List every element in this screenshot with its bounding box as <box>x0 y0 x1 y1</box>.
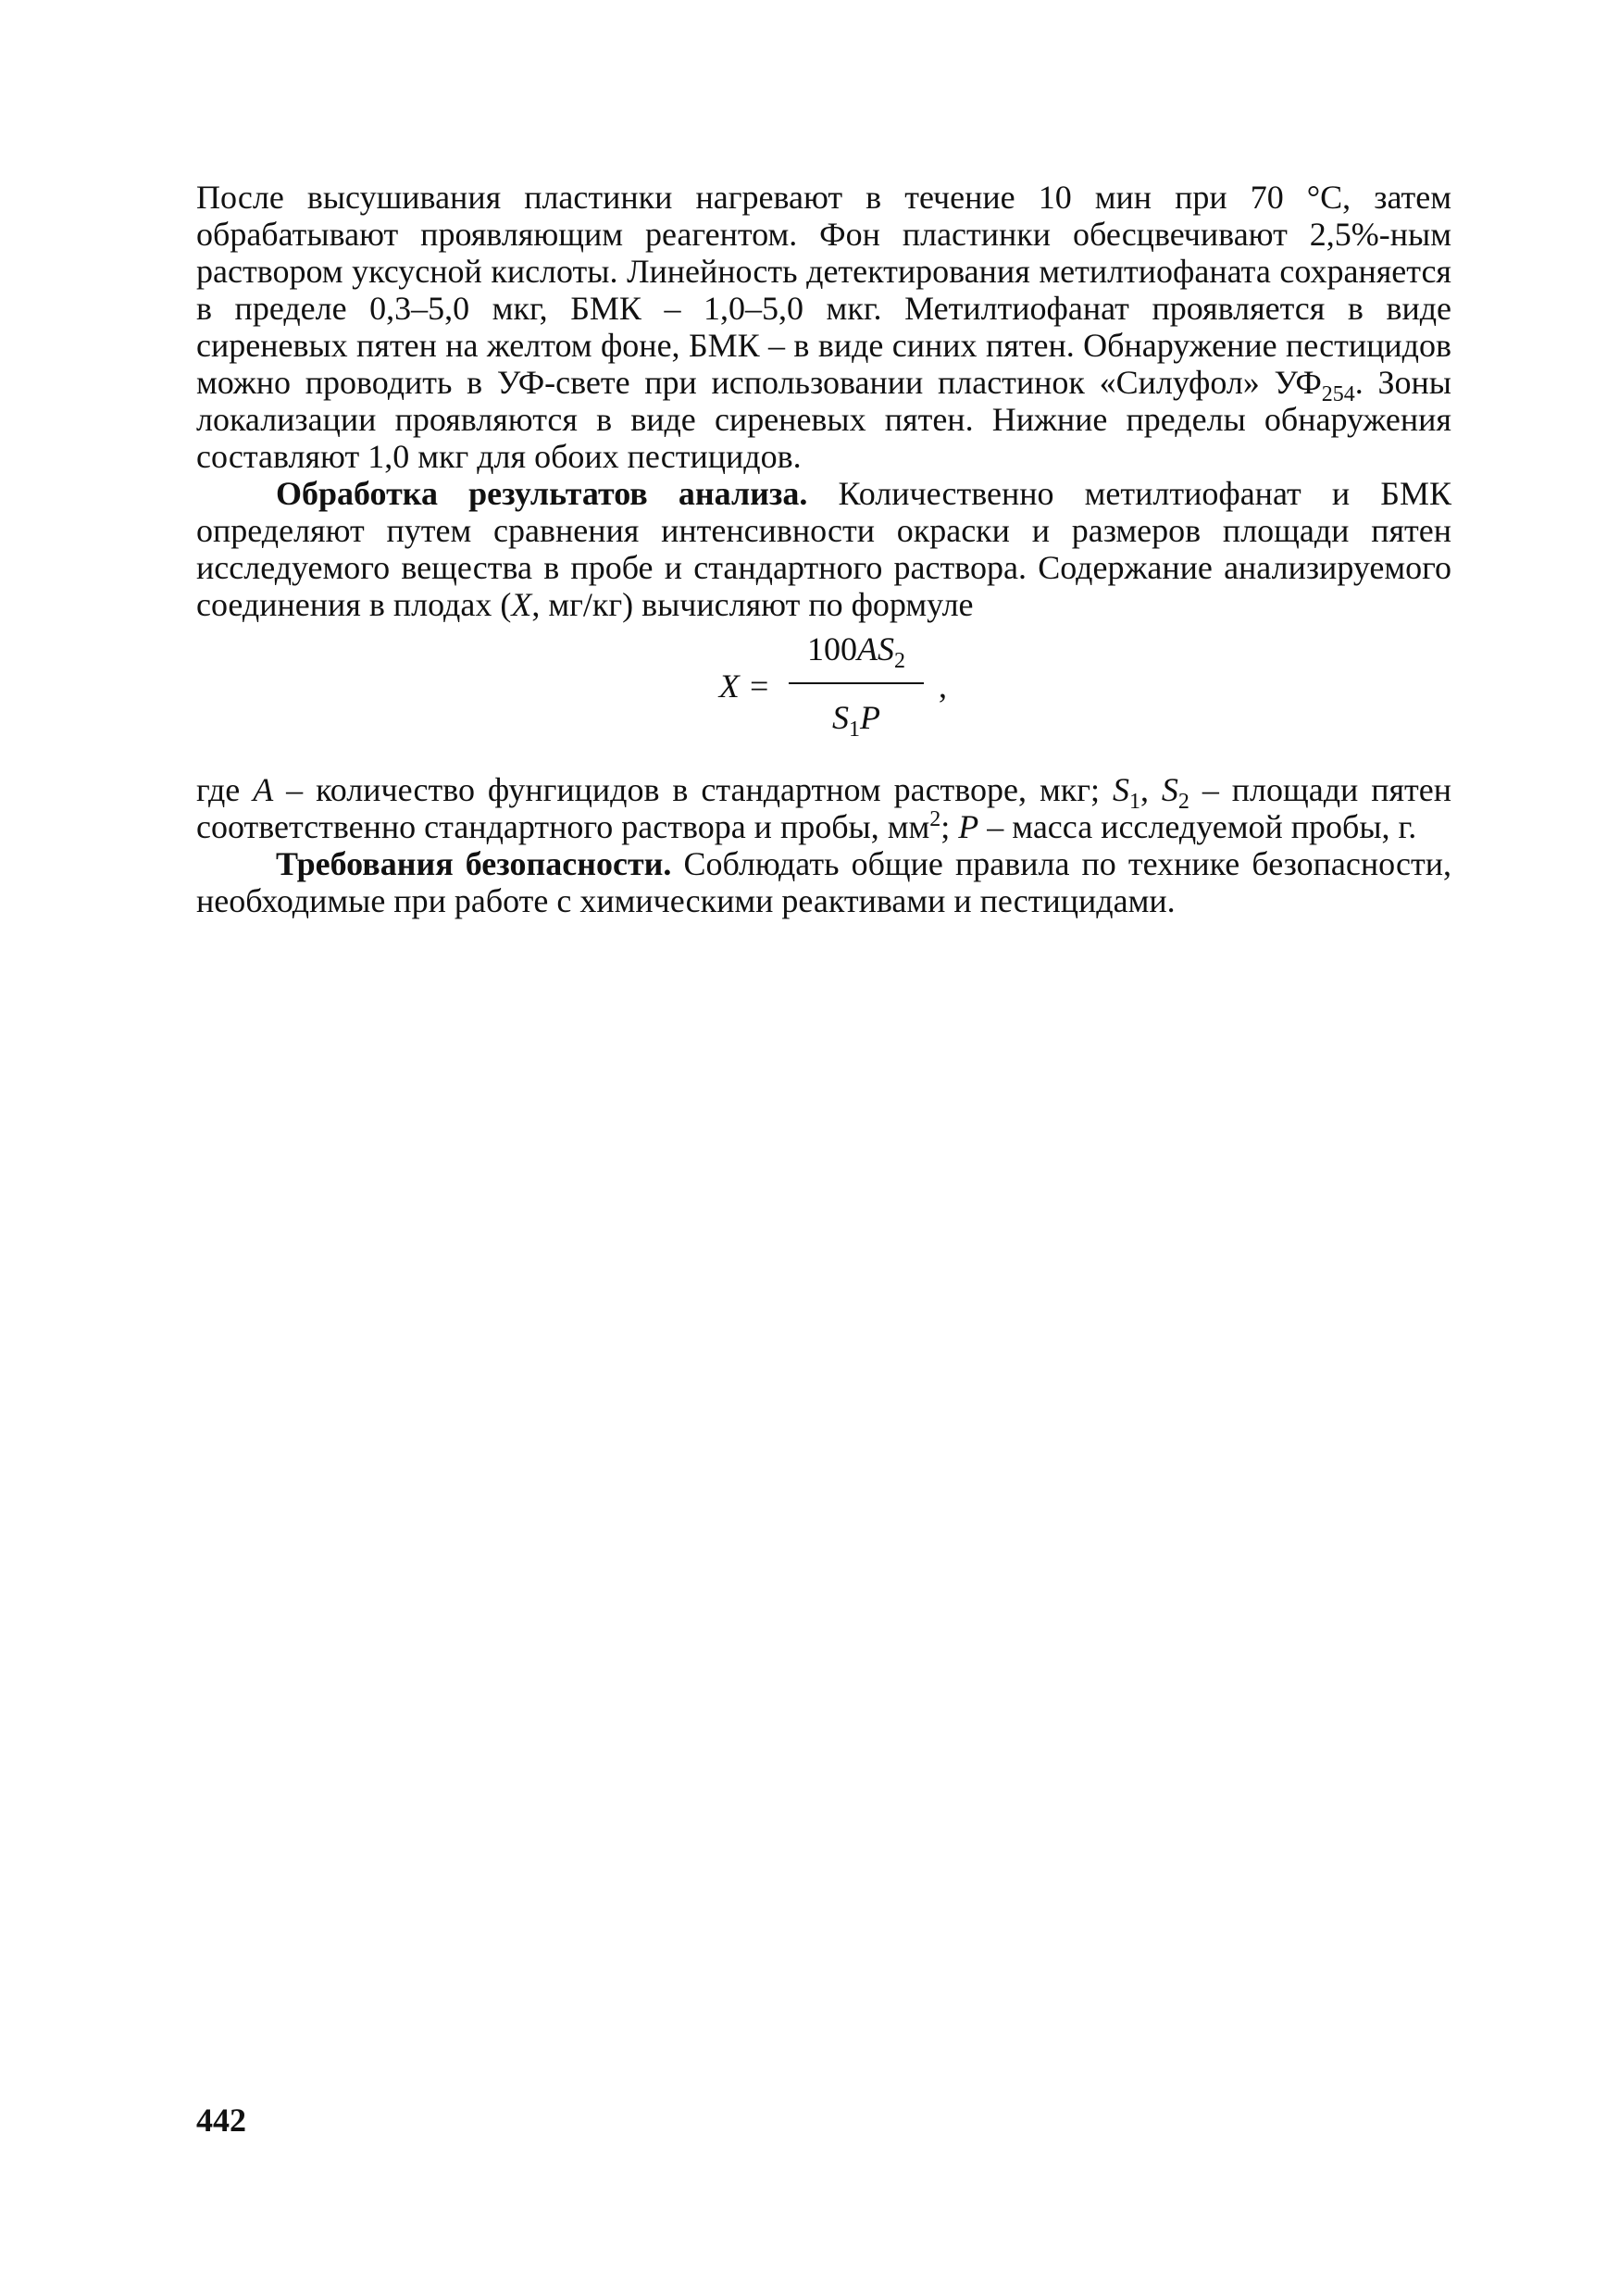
paragraph-drying <box>196 179 1451 475</box>
paragraph-text: – масса исследуемой пробы, г. <box>978 808 1417 845</box>
formula <box>196 630 1451 760</box>
variable: S <box>1112 771 1129 808</box>
variable: P <box>958 808 979 845</box>
paragraph-results <box>196 475 1451 623</box>
formula-lhs <box>696 668 770 705</box>
paragraph-text: ; <box>940 808 959 845</box>
section-heading: Обработка результатов анализа. <box>276 475 808 512</box>
formula-numerator <box>778 630 935 674</box>
paragraph-text: Количественно метилтиофанат и БМК определяют путем сравнения интенсивности окраски и размеров площади пятен исследуемого вещества в пробе и стандартного раствора. Содержание анализируемого соединения в плодах ( <box>196 475 1452 623</box>
subscript: 2 <box>894 649 905 674</box>
paragraph-safety <box>196 845 1451 919</box>
subscript: 1 <box>849 718 860 742</box>
paragraph-text: , <box>1140 771 1162 808</box>
paragraph-legend <box>196 771 1451 845</box>
formula-lhs-text: X = <box>718 668 770 705</box>
paragraph-text: Соблюдать общие правила по технике безопасности, необходимые при работе с химическими реактивами и пестицидами. <box>196 845 1451 919</box>
formula-variable: S <box>878 630 894 668</box>
fraction-bar <box>789 682 924 684</box>
formula-denominator <box>778 699 935 742</box>
formula-coefficient: 100 <box>807 630 857 668</box>
variable: A <box>253 771 274 808</box>
subscript: 2 <box>1177 790 1189 815</box>
variable: X <box>511 586 532 623</box>
paragraph-text: . Зоны локализации проявляются в виде сиреневых пятен. Нижние пределы обнаружения составляют 1,0 мкг для обоих пестицидов. <box>196 364 1451 475</box>
subscript: 1 <box>1128 790 1140 815</box>
section-heading: Требования безопасности. <box>276 845 672 882</box>
variable: S <box>1161 771 1178 808</box>
superscript: 2 <box>929 807 941 831</box>
formula-fraction <box>778 630 935 742</box>
formula-variable: P <box>860 699 880 736</box>
body-text <box>196 179 1451 919</box>
paragraph-text: , мг/кг) вычисляют по формуле <box>531 586 974 623</box>
formula-comma: , <box>939 668 947 705</box>
paragraph-text: где <box>196 771 254 808</box>
paragraph-text: – количество фунгицидов в стандартном растворе, мкг; <box>273 771 1113 808</box>
formula-variable: S <box>832 699 849 736</box>
subscript: 254 <box>1321 382 1355 407</box>
paragraph-text: После высушивания пластинки нагревают в течение 10 мин при 70 °С, затем обрабатывают проявляющим реагентом. Фон пластинки обесцвечивают 2,5%-ным раствором уксусной кислоты. Линейность детектирования метилтиофаната сохраняется в пределе 0,3–5,0 мкг, БМК – 1,0–5,0 мкг. Метилтиофанат проявляется в виде сиреневых пятен на желтом фоне, БМК – в виде синих пятен. Обнаружение пестицидов можно проводить в УФ-свете при использовании пластинок «Силуфол» УФ <box>196 179 1451 401</box>
formula-variable: A <box>857 630 878 668</box>
paragraph-text: – площади пятен соответственно стандартного раствора и пробы, мм <box>196 771 1452 845</box>
page-number: 442 <box>196 2102 246 2139</box>
